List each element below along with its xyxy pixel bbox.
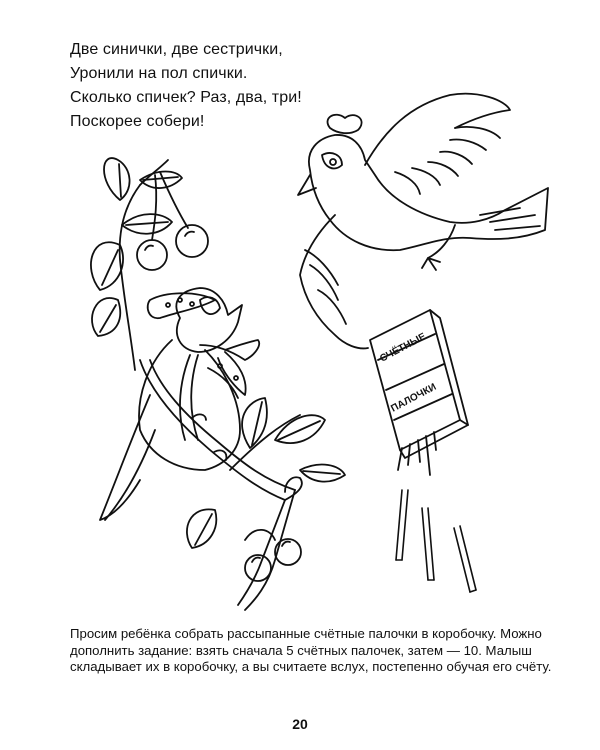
poem-line-1: Две синички, две сестрички, (70, 41, 283, 58)
page-number: 20 (292, 716, 308, 732)
poem-line-2: Уронили на пол спички. (70, 65, 248, 82)
titmouse-flying (298, 94, 548, 349)
scattered-sticks (396, 490, 476, 592)
cherry-branch-top (91, 158, 208, 370)
main-branch (140, 360, 345, 610)
poem-line-3: Сколько спичек? Раз, два, три! (70, 89, 302, 106)
matchbox-label-bottom: ПАЛОЧКИ (389, 381, 439, 415)
matchbox-label-top: СЧЁТНЫЕ (378, 331, 428, 365)
poem-line-4: Поскорее собери! (70, 113, 205, 130)
instruction-text: Просим ребёнка собрать рассыпанные счётные палочки в коробочку. Можно дополнить задание: взять сначала 5 счётных палочек, затем — 10. Малыш складывает их в коробочку, а вы считаете вслух, постепенно обучая его счёту. (70, 626, 552, 674)
titmouse-sitting (100, 288, 259, 520)
